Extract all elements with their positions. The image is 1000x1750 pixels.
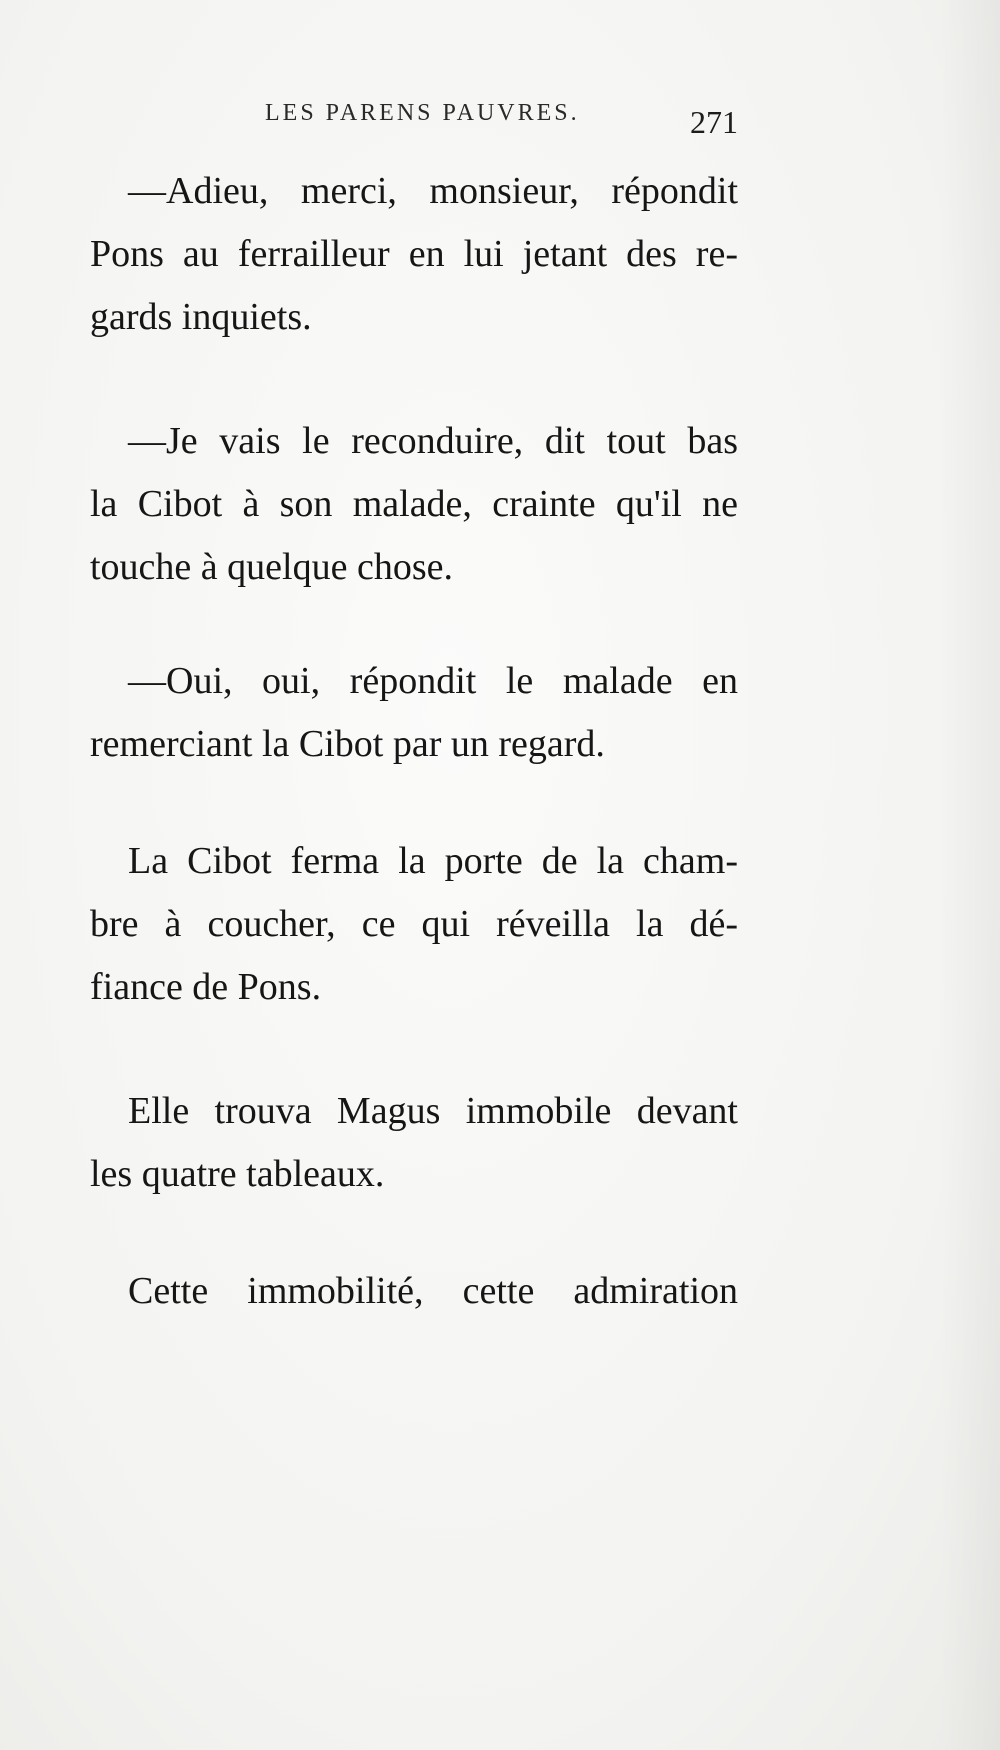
text-line: les quatre tableaux. (90, 1153, 385, 1195)
paragraph (90, 1260, 738, 1323)
text-line: touche à quelque chose. (90, 546, 453, 588)
text-line: —Oui, oui, répondit le malade en (128, 660, 738, 702)
text-line: la Cibot à son malade, crainte qu'il ne (90, 483, 738, 525)
paragraph (90, 650, 738, 776)
text-line: —Adieu, merci, monsieur, répondit (128, 170, 738, 212)
text-line: gards inquiets. (90, 296, 312, 338)
text-line: Pons au ferrailleur en lui jetant des re- (90, 233, 738, 275)
paragraph (90, 830, 738, 1019)
page-number: 271 (690, 104, 738, 140)
paragraph (90, 160, 738, 349)
page-edge-shadow (940, 0, 1000, 1750)
running-head: LES PARENS PAUVRES. (265, 100, 580, 126)
text-line: remerciant la Cibot par un regard. (90, 723, 605, 765)
text-line: La Cibot ferma la porte de la cham- (128, 840, 738, 882)
paragraph (90, 410, 738, 599)
text-line: Cette immobilité, cette admiration (128, 1270, 738, 1312)
text-line: —Je vais le reconduire, dit tout bas (128, 420, 738, 462)
paragraph (90, 1080, 738, 1206)
text-line: Elle trouva Magus immobile devant (128, 1090, 738, 1132)
text-line: fiance de Pons. (90, 966, 322, 1008)
text-line: bre à coucher, ce qui réveilla la dé- (90, 903, 738, 945)
